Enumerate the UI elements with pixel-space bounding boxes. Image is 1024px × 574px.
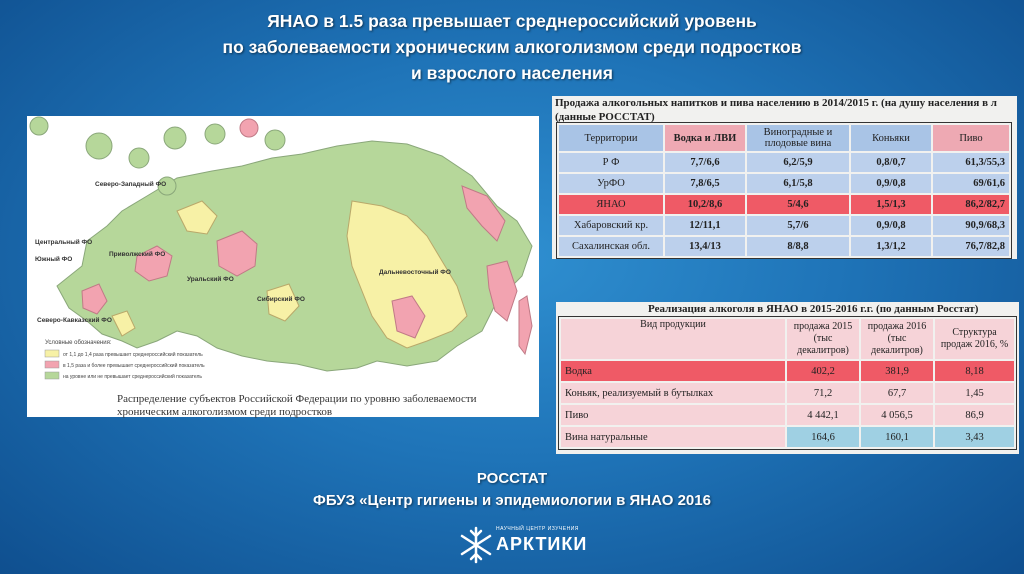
- table-row: [559, 174, 1009, 193]
- sales-cell: 0,9/0,8: [851, 174, 931, 193]
- realization-cell: 86,9: [935, 405, 1014, 425]
- label-nw-fo: Северо-Западный ФО: [95, 181, 167, 188]
- map-caption: Распределение субъектов Российской Федерации по уровню заболеваемости хроническим алкоголизмом среди подростков: [117, 393, 477, 418]
- russia-map-panel: [27, 116, 539, 417]
- sales-header-wine: Виноградные и плодовые вина: [747, 125, 849, 151]
- realization-cell: 381,9: [861, 361, 933, 381]
- slide-title: [30, 8, 994, 86]
- realization-cell: 3,43: [935, 427, 1014, 447]
- legend-label-pink: в 1,5 раза и более превышает среднероссийский показатель: [63, 363, 205, 369]
- sales-cell: 12/11,1: [665, 216, 745, 235]
- realization-table-panel: [556, 302, 1019, 454]
- sales-cell: Хабаровский кр.: [559, 216, 663, 235]
- legend-swatch-yellow: [45, 350, 59, 357]
- realization-cell: Пиво: [561, 405, 785, 425]
- sales-table-title-1: Продажа алкогольных напитков и пива населению в 2014/2015 г. (на душу населения в л: [555, 97, 997, 109]
- sales-table-panel: [552, 96, 1017, 259]
- realization-cell: 164,6: [787, 427, 859, 447]
- realization-header-structure: Структура продаж 2016, %: [935, 319, 1014, 359]
- realization-header-2016: продажа 2016 (тыс декалитров): [861, 319, 933, 359]
- sales-cell: 1,3/1,2: [851, 237, 931, 256]
- table-row: [559, 195, 1009, 214]
- sales-cell: 13,4/13: [665, 237, 745, 256]
- arctic-island-8: [30, 117, 48, 135]
- sales-cell: 5,7/6: [747, 216, 849, 235]
- arctic-island-6: [265, 130, 285, 150]
- source-line-1: РОССТАТ: [476, 470, 548, 487]
- label-ncaucasus-fo: Северо-Кавказский ФО: [37, 317, 112, 324]
- table-row: [559, 216, 1009, 235]
- label-ural-fo: Уральский ФО: [187, 276, 234, 283]
- russia-map: [27, 116, 539, 417]
- sales-cell: Сахалинская обл.: [559, 237, 663, 256]
- legend-title: Условные обозначения:: [45, 340, 112, 346]
- sales-cell: 8/8,8: [747, 237, 849, 256]
- sales-header-vodka: Водка и ЛВИ: [665, 125, 745, 151]
- sales-cell: ЯНАО: [559, 195, 663, 214]
- label-central-fo: Центральный ФО: [35, 239, 93, 246]
- label-fareast-fo: Дальневосточный ФО: [379, 269, 451, 276]
- label-volga-fo: Приволжский ФО: [109, 251, 166, 258]
- sales-cell: 10,2/8,6: [665, 195, 745, 214]
- arctic-island-1: [86, 133, 112, 159]
- realization-cell: Вина натуральные: [561, 427, 785, 447]
- table-row: [561, 361, 1014, 381]
- realization-cell: 8,18: [935, 361, 1014, 381]
- title-line-1: ЯНАО в 1.5 раза превышает среднероссийский уровень: [267, 11, 757, 31]
- logo-tagline: НАУЧНЫЙ ЦЕНТР ИЗУЧЕНИЯ: [496, 526, 579, 532]
- realization-cell: 71,2: [787, 383, 859, 403]
- sales-cell: 86,2/82,7: [933, 195, 1009, 214]
- sales-header-row: [559, 125, 1009, 151]
- sales-cell: 0,9/0,8: [851, 216, 931, 235]
- realization-cell: Коньяк, реализуемый в бутылках: [561, 383, 785, 403]
- realization-header-2015: продажа 2015 (тыс декалитров): [787, 319, 859, 359]
- realization-table: [558, 316, 1017, 450]
- realization-cell: 160,1: [861, 427, 933, 447]
- realization-cell: Водка: [561, 361, 785, 381]
- sales-cell: Р Ф: [559, 153, 663, 172]
- sales-cell: 6,1/5,8: [747, 174, 849, 193]
- legend-label-green: на уровне или не превышает среднероссийский показатель: [63, 374, 203, 380]
- table-row: [561, 427, 1014, 447]
- sales-cell: 7,7/6,6: [665, 153, 745, 172]
- legend-label-yellow: от 1,1 до 1,4 раза превышает среднероссийский показатель: [63, 352, 203, 358]
- legend-swatch-green: [45, 372, 59, 379]
- sales-cell: 0,8/0,7: [851, 153, 931, 172]
- arctic-island-3: [164, 127, 186, 149]
- sales-cell: 69/61,6: [933, 174, 1009, 193]
- title-line-3: и взрослого населения: [410, 63, 614, 83]
- realization-table-title: Реализация алкоголя в ЯНАО в 2015-2016 г.г. (по данным Росстат): [648, 303, 979, 315]
- table-row: [561, 405, 1014, 425]
- source-line-2: ФБУЗ «Центр гигиены и эпидемиологии в ЯНАО 2016: [313, 492, 711, 509]
- label-south-fo: Южный ФО: [35, 256, 73, 263]
- sales-cell: 1,5/1,3: [851, 195, 931, 214]
- sales-cell: 76,7/82,8: [933, 237, 1009, 256]
- sales-cell: 5/4,6: [747, 195, 849, 214]
- realization-cell: 402,2: [787, 361, 859, 381]
- realization-header-row: [561, 319, 1014, 359]
- sakhalin-island: [519, 296, 532, 354]
- realization-cell: 4 056,5: [861, 405, 933, 425]
- table-row: [559, 237, 1009, 256]
- snowflake-icon: [458, 522, 494, 566]
- legend-swatch-pink: [45, 361, 59, 368]
- table-row: [561, 383, 1014, 403]
- realization-header-product: Вид продукции: [561, 319, 785, 359]
- label-siberia-fo: Сибирский ФО: [257, 296, 305, 303]
- logo-name: АРКТИКИ: [496, 534, 588, 554]
- sales-header-territory: Территории: [559, 125, 663, 151]
- sales-header-cognac: Коньяки: [851, 125, 931, 151]
- sales-table: [556, 122, 1012, 259]
- sales-cell: 7,8/6,5: [665, 174, 745, 193]
- realization-cell: 67,7: [861, 383, 933, 403]
- arctic-island-4: [205, 124, 225, 144]
- sales-cell: 90,9/68,3: [933, 216, 1009, 235]
- sales-cell: 6,2/5,9: [747, 153, 849, 172]
- arctic-island-5: [240, 119, 258, 137]
- sales-header-beer: Пиво: [933, 125, 1009, 151]
- realization-cell: 4 442,1: [787, 405, 859, 425]
- title-line-2: по заболеваемости хроническим алкоголизмом среди подростков: [222, 37, 802, 57]
- arctic-island-2: [129, 148, 149, 168]
- sales-table-title-2: (данные РОССТАТ): [555, 111, 655, 123]
- sales-cell: 61,3/55,3: [933, 153, 1009, 172]
- realization-cell: 1,45: [935, 383, 1014, 403]
- table-row: [559, 153, 1009, 172]
- sales-cell: УрФО: [559, 174, 663, 193]
- arctic-center-logo: [458, 522, 588, 566]
